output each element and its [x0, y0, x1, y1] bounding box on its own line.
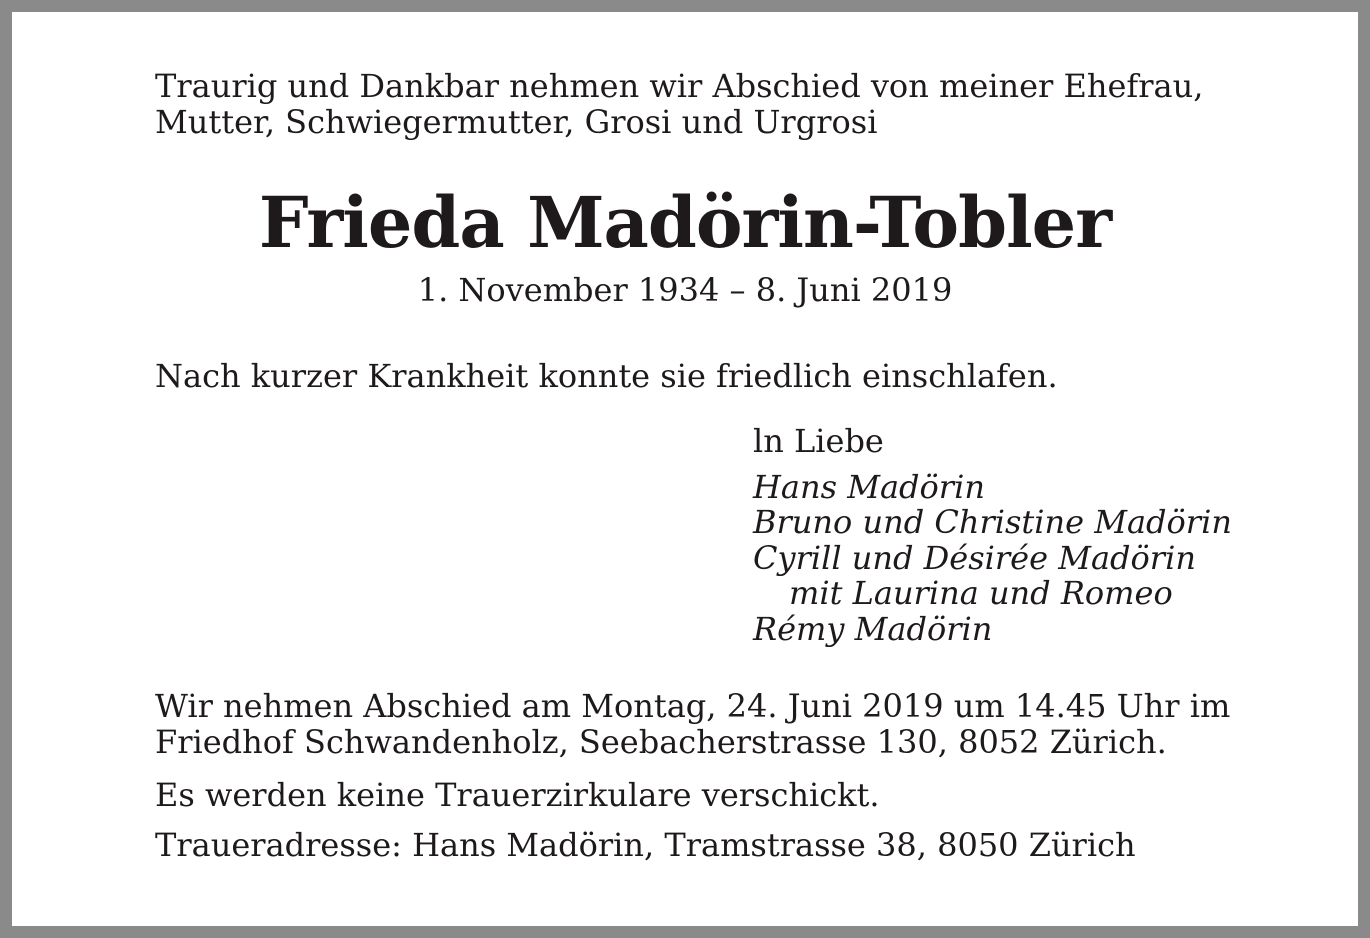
- deceased-name: Frieda Madörin-Tobler: [258, 181, 1112, 264]
- mourner-name: Bruno und Christine Madörin: [753, 503, 1232, 541]
- ceremony-line-2: Friedhof Schwandenholz, Seebacherstrasse 130, 8052 Zürich.: [155, 723, 1167, 761]
- mourning-address: Traueradresse: Hans Madörin, Tramstrasse 38, 8050 Zürich: [155, 826, 1136, 864]
- obituary-notice: [12, 12, 1358, 926]
- mourners-block: [753, 424, 1232, 647]
- passing-message: Nach kurzer Krankheit konnte sie friedlich einschlafen.: [155, 357, 1058, 395]
- life-dates: 1. November 1934 – 8. Juni 2019: [417, 271, 953, 309]
- mourner-name: Hans Madörin: [753, 467, 985, 506]
- intro-line-1: Traurig und Dankbar nehmen wir Abschied von meiner Ehefrau,: [155, 67, 1204, 105]
- ceremony-line-1: Wir nehmen Abschied am Montag, 24. Juni 2019 um 14.45 Uhr im: [155, 687, 1231, 725]
- intro-text: [155, 68, 1203, 140]
- mourner-name: mit Laurina und Romeo: [789, 574, 1173, 612]
- ceremony-info: [155, 688, 1230, 760]
- mourner-name: Rémy Madörin: [753, 609, 993, 648]
- intro-line-2: Mutter, Schwiegermutter, Grosi und Urgrosi: [155, 103, 878, 141]
- circulars-notice: Es werden keine Trauerzirkulare verschickt.: [155, 776, 880, 814]
- mourner-name: Cyrill und Désirée Madörin: [753, 538, 1196, 577]
- mourners-lead: ln Liebe: [753, 422, 884, 460]
